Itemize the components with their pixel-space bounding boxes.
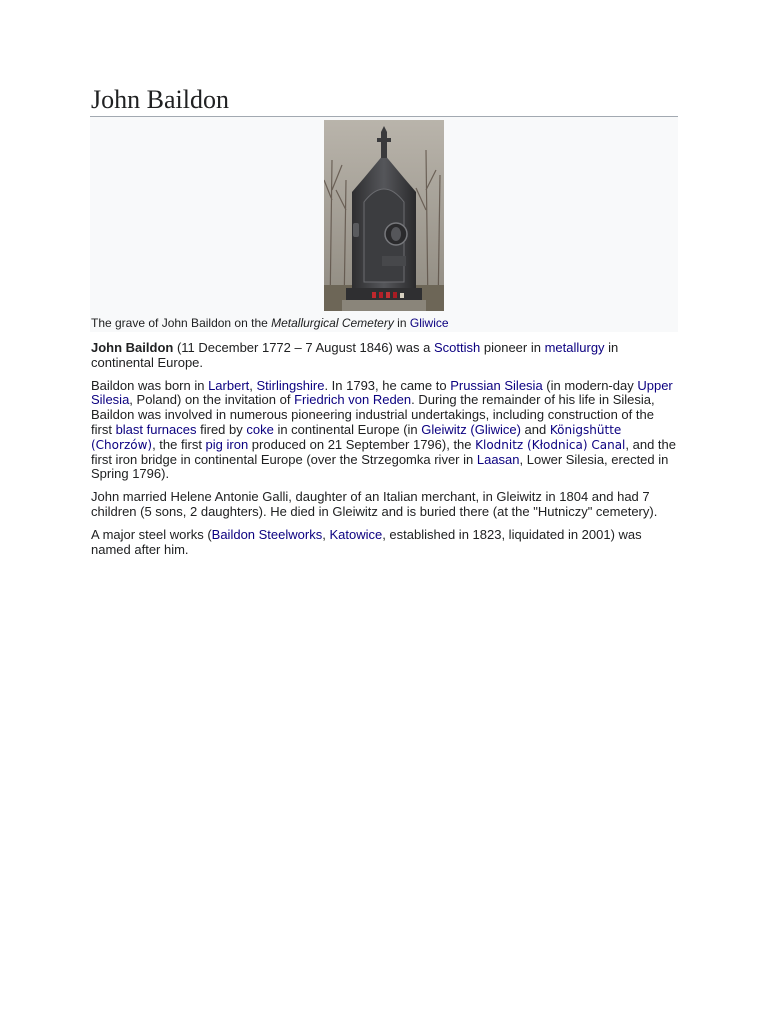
paragraph-career: [91, 379, 678, 483]
paragraph-legacy: [91, 528, 678, 558]
link-baildon-steelworks[interactable]: Baildon Steelworks: [211, 526, 323, 542]
link-konigshutte[interactable]: Königshütte (Chorzów): [91, 422, 622, 452]
figure-caption: [90, 311, 678, 330]
caption-text: in: [393, 316, 410, 330]
text: in continental Europe.: [91, 340, 619, 370]
link-gliwice[interactable]: Gliwice: [409, 316, 449, 330]
text: . In 1793, he came to: [324, 377, 451, 393]
text: produced on 21 September 1796), the: [248, 436, 476, 452]
text: ,: [249, 377, 257, 393]
grave-photo[interactable]: [324, 120, 444, 311]
paragraph-intro: [91, 341, 678, 371]
text: ,: [322, 526, 330, 542]
page-title: John Baildon: [90, 84, 678, 117]
link-gleiwitz[interactable]: Gleiwitz (Gliwice): [421, 421, 521, 437]
link-metallurgy[interactable]: metallurgy: [544, 340, 605, 355]
text: Baildon was born in: [91, 377, 209, 393]
text: , Lower Silesia, erected in Spring 1796).: [91, 451, 669, 482]
figure: [90, 117, 678, 332]
link-stirlingshire[interactable]: Stirlingshire: [256, 377, 325, 393]
link-pig-iron[interactable]: pig iron: [205, 436, 249, 452]
paragraph-family: John married Helene Antonie Galli, daughter of an Italian merchant, in Gleiwitz in 1804 and had 7 children (5 sons, 2 daughters). He died in Gleiwitz and is buried there (at the "Hutniczy" cemetery).: [91, 489, 658, 519]
link-klodnitz-canal[interactable]: Klodnitz (Kłodnica) Canal: [475, 437, 626, 452]
text: A major steel works (: [91, 526, 212, 542]
text: , and the first iron bridge in continental Europe (over the Strzegomka river in: [91, 436, 676, 467]
text: . During the remainder of his life in Silesia, Baildon was involved in numerous pioneering industrial undertakings, including construction of the first: [91, 392, 655, 437]
caption-text: The grave of John Baildon on the: [91, 316, 272, 330]
link-blast-furnaces[interactable]: blast furnaces: [115, 421, 197, 437]
text: and: [520, 421, 550, 437]
text: (11 December 1772 – 7 August 1846) was a: [173, 340, 434, 355]
text: , Poland) on the invitation of: [129, 392, 295, 408]
text: , the first: [152, 436, 206, 452]
link-coke[interactable]: coke: [246, 421, 274, 437]
link-scottish[interactable]: Scottish: [434, 340, 481, 355]
text: (in modern-day: [542, 377, 638, 393]
link-friedrich-von-reden[interactable]: Friedrich von Reden: [294, 392, 412, 408]
link-katowice[interactable]: Katowice: [329, 526, 383, 542]
article: [90, 84, 678, 557]
caption-emphasis: Metallurgical Cemetery: [271, 316, 394, 330]
subject-name: John Baildon: [91, 340, 174, 355]
text: in continental Europe (in: [273, 421, 422, 437]
link-larbert[interactable]: Larbert: [208, 377, 250, 393]
text: fired by: [196, 421, 247, 437]
text: pioneer in: [480, 340, 545, 355]
text: , established in 1823, liquidated in 2001) was named after him.: [91, 526, 642, 557]
link-laasan[interactable]: Laasan: [476, 451, 520, 467]
link-prussian-silesia[interactable]: Prussian Silesia: [450, 377, 543, 393]
link-upper-silesia[interactable]: Upper Silesia: [91, 377, 673, 408]
